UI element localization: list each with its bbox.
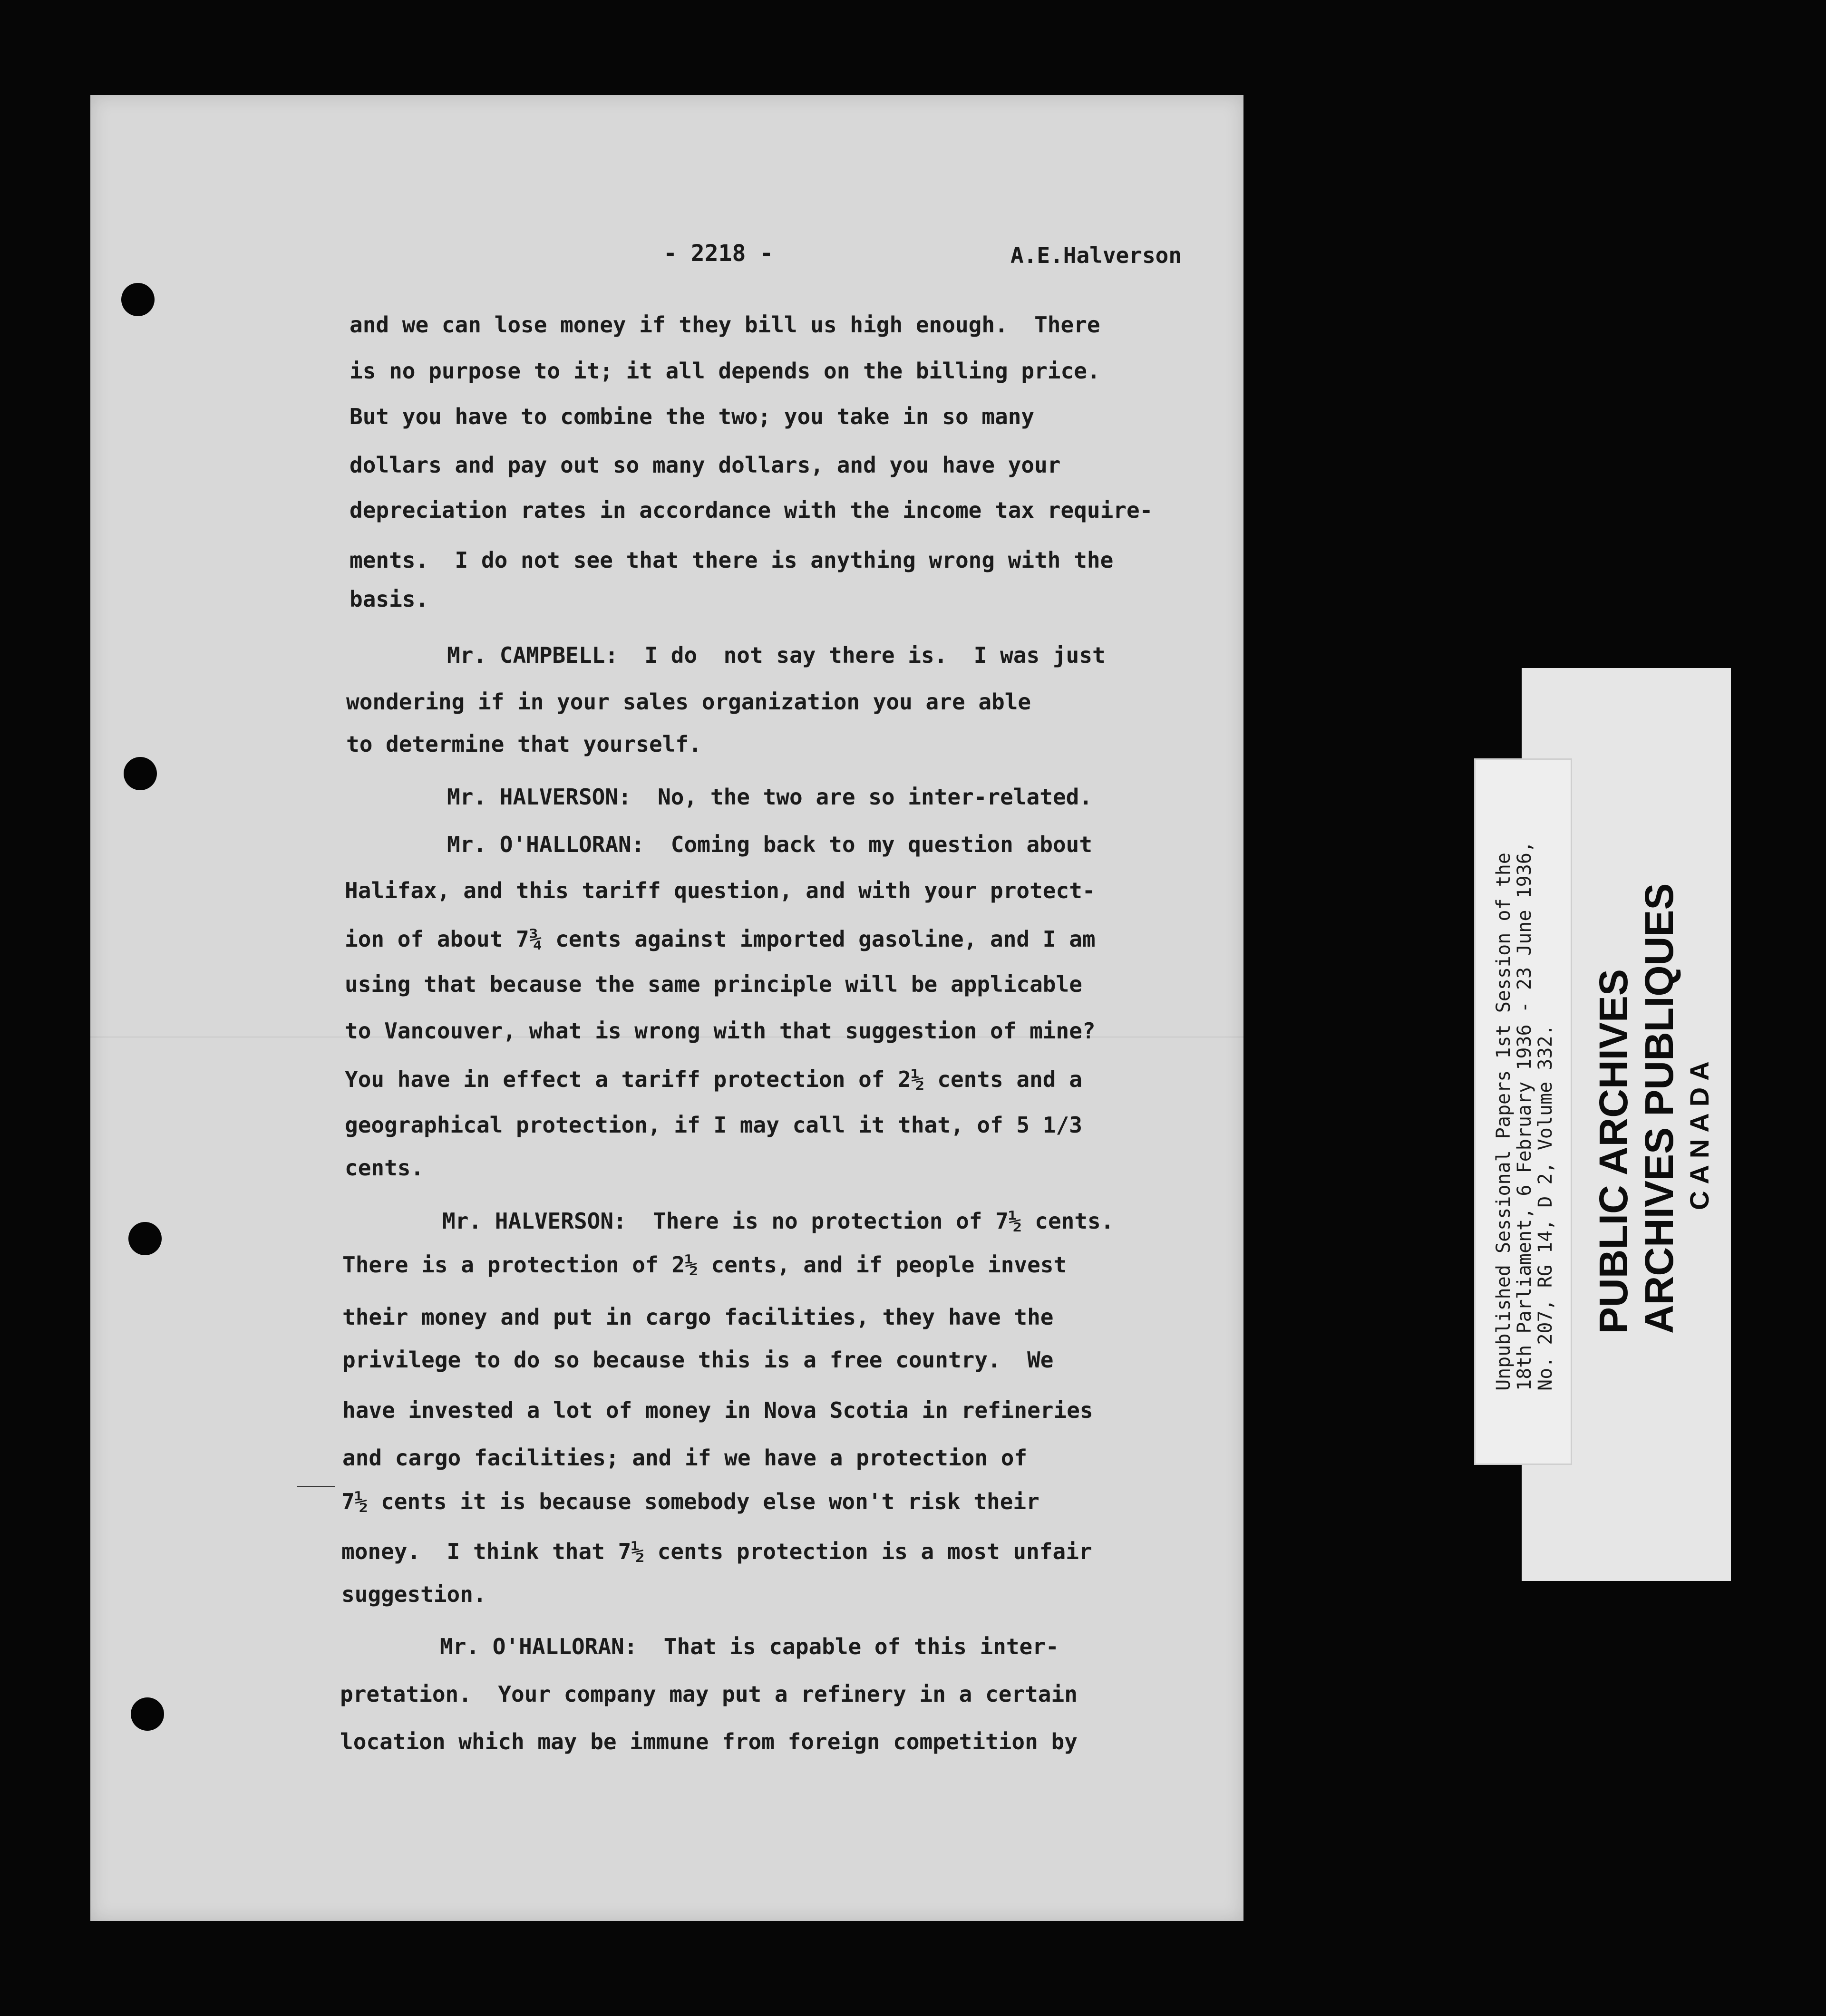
- archive-details-line: 18th Parliament, 6 February 1936 - 23 June 1936,: [1514, 841, 1535, 1391]
- text-line: Halifax, and this tariff question, and with your protect-: [345, 878, 1096, 903]
- text-line: wondering if in your sales organization you are able: [346, 689, 1031, 715]
- page-number: - 2218 -: [663, 240, 774, 267]
- archive-stamp: [1591, 883, 1715, 1334]
- text-line: 7½ cents it is because somebody else won't risk their: [341, 1489, 1039, 1514]
- text-line: ion of about 7¾ cents against imported gasoline, and I am: [345, 926, 1096, 952]
- text-line: cents.: [345, 1155, 424, 1181]
- text-line: money. I think that 7½ cents protection is a most unfair: [341, 1539, 1092, 1564]
- speaker-line: Mr. CAMPBELL: I do not say there is. I was just: [447, 642, 1106, 668]
- margin-mark: [297, 1486, 335, 1487]
- text-line: geographical protection, if I may call it that, of 5 1/3: [345, 1112, 1082, 1138]
- archive-country: CANADA: [1684, 1055, 1714, 1210]
- text-line: to determine that yourself.: [346, 731, 702, 757]
- archive-details: [1493, 841, 1556, 1391]
- archive-name-en: PUBLIC ARCHIVES: [1591, 969, 1636, 1334]
- speaker-line: Mr. O'HALLORAN: That is capable of this inter-: [440, 1634, 1059, 1659]
- text-line: dollars and pay out so many dollars, and you have your: [350, 452, 1061, 478]
- text-line: is no purpose to it; it all depends on the billing price.: [350, 358, 1100, 384]
- text-line: and cargo facilities; and if we have a protection of: [342, 1445, 1028, 1471]
- punch-hole: [128, 1222, 162, 1255]
- text-line: their money and put in cargo facilities, they have the: [342, 1304, 1054, 1330]
- speaker-line: Mr. HALVERSON: There is no protection of 7½ cents.: [442, 1208, 1114, 1234]
- text-line: pretation. Your company may put a refinery in a certain: [340, 1681, 1078, 1707]
- text-line: have invested a lot of money in Nova Scotia in refineries: [342, 1397, 1093, 1423]
- punch-hole: [124, 757, 157, 790]
- text-line: location which may be immune from foreign competition by: [340, 1729, 1078, 1754]
- text-line: to Vancouver, what is wrong with that suggestion of mine?: [345, 1018, 1096, 1044]
- archive-details-line: No. 207, RG 14, D 2, Volume 332.: [1535, 1024, 1556, 1391]
- text-line: But you have to combine the two; you take in so many: [350, 404, 1035, 429]
- text-line: depreciation rates in accordance with the income tax require-: [350, 497, 1153, 523]
- text-line: privilege to do so because this is a free country. We: [342, 1347, 1054, 1373]
- text-line: There is a protection of 2½ cents, and if people invest: [342, 1252, 1067, 1278]
- speaker-header: A.E.Halverson: [1010, 242, 1182, 268]
- punch-hole: [121, 283, 155, 316]
- text-line: ments. I do not see that there is anything wrong with the: [350, 547, 1114, 573]
- speaker-line: Mr. O'HALLORAN: Coming back to my question about: [447, 832, 1093, 857]
- archive-details-line: Unpublished Sessional Papers 1st Session of the: [1493, 853, 1515, 1391]
- archive-name-fr: ARCHIVES PUBLIQUES: [1637, 883, 1681, 1334]
- speaker-line: Mr. HALVERSON: No, the two are so inter-related.: [447, 784, 1093, 810]
- text-line: suggestion.: [341, 1581, 486, 1607]
- text-line: using that because the same principle will be applicable: [345, 971, 1082, 997]
- text-line: and we can lose money if they bill us high enough. There: [350, 312, 1100, 338]
- text-line: basis.: [350, 586, 429, 612]
- punch-hole: [131, 1697, 164, 1731]
- text-line: You have in effect a tariff protection of 2½ cents and a: [345, 1066, 1082, 1092]
